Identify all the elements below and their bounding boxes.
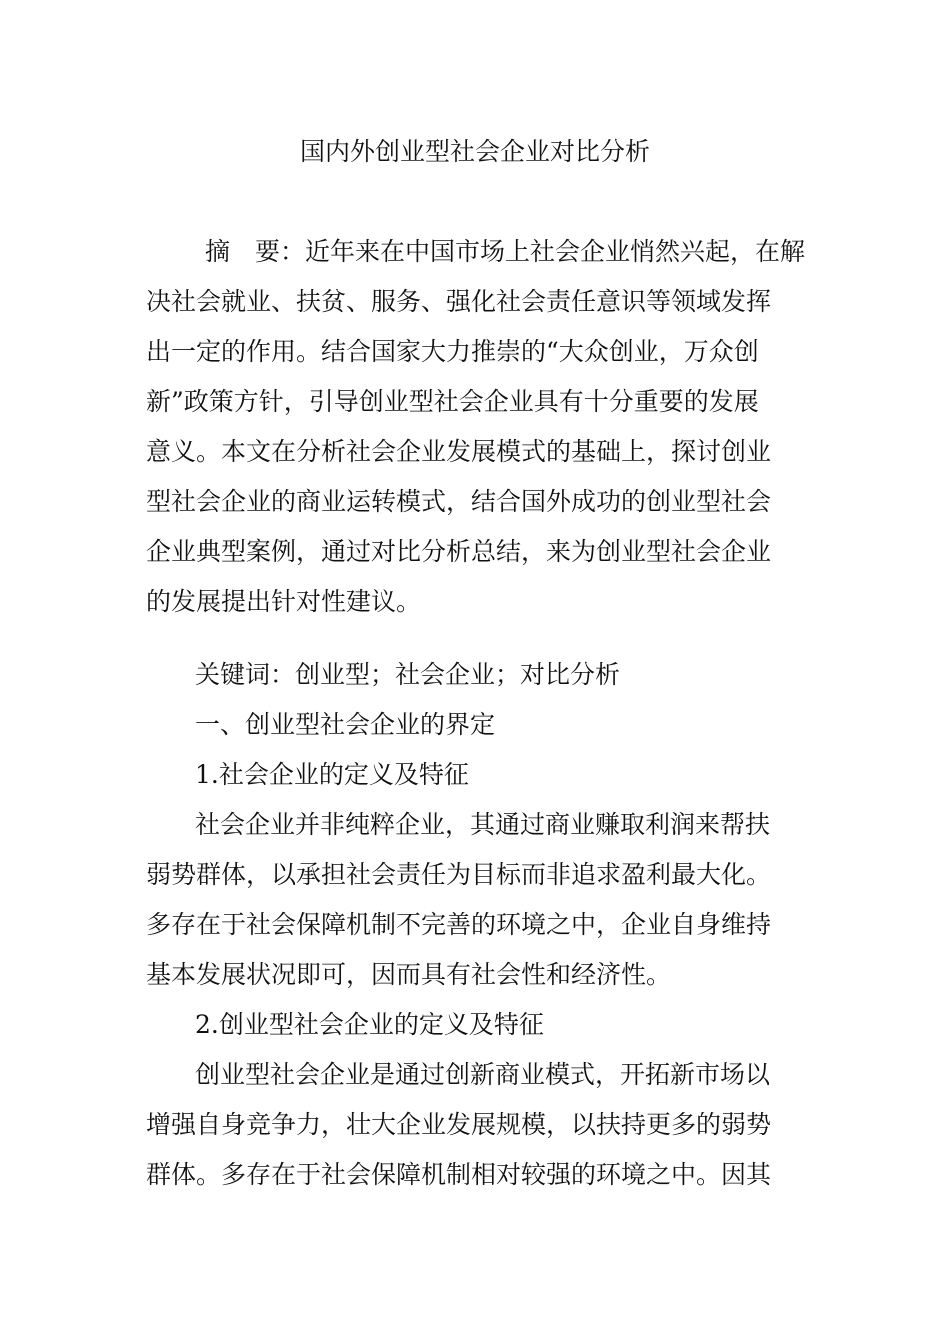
subsection-heading: 1.社会企业的定义及特征	[195, 760, 469, 789]
abstract-line: 摘 要：近年来在中国市场上社会企业悄然兴起，在解	[205, 237, 806, 266]
abstract-line: 意义。本文在分析社会企业发展模式的基础上，探讨创业	[146, 437, 772, 466]
paragraph-line: 创业型社会企业是通过创新商业模式，开拓新市场以	[195, 1060, 771, 1089]
abstract-line: 决社会就业、扶贫、服务、强化社会责任意识等领域发挥	[146, 287, 772, 316]
paragraph-line: 多存在于社会保障机制不完善的环境之中，企业自身维持	[146, 910, 772, 939]
abstract-line: 的发展提出针对性建议。	[146, 587, 422, 616]
keywords: 关键词：创业型；社会企业；对比分析	[195, 660, 621, 689]
paragraph-line: 基本发展状况即可，因而具有社会性和经济性。	[146, 960, 672, 989]
paragraph-line: 弱势群体，以承担社会责任为目标而非追求盈利最大化。	[146, 860, 772, 889]
abstract-line: 新”政策方针，引导创业型社会企业具有十分重要的发展	[146, 387, 759, 416]
paragraph-line: 增强自身竞争力，壮大企业发展规模，以扶持更多的弱势	[146, 1110, 772, 1139]
abstract-line: 企业典型案例，通过对比分析总结，来为创业型社会企业	[146, 537, 772, 566]
abstract-line: 出一定的作用。结合国家大力推崇的“大众创业，万众创	[146, 337, 759, 366]
paragraph-line: 社会企业并非纯粹企业，其通过商业赚取利润来帮扶	[195, 810, 771, 839]
section-heading: 一、创业型社会企业的界定	[195, 710, 496, 739]
abstract-line: 型社会企业的商业运转模式，结合国外成功的创业型社会	[146, 487, 772, 516]
paragraph-line: 群体。多存在于社会保障机制相对较强的环境之中。因其	[146, 1160, 772, 1189]
subsection-heading: 2.创业型社会企业的定义及特征	[195, 1010, 544, 1039]
document-title: 国内外创业型社会企业对比分析	[299, 137, 650, 166]
